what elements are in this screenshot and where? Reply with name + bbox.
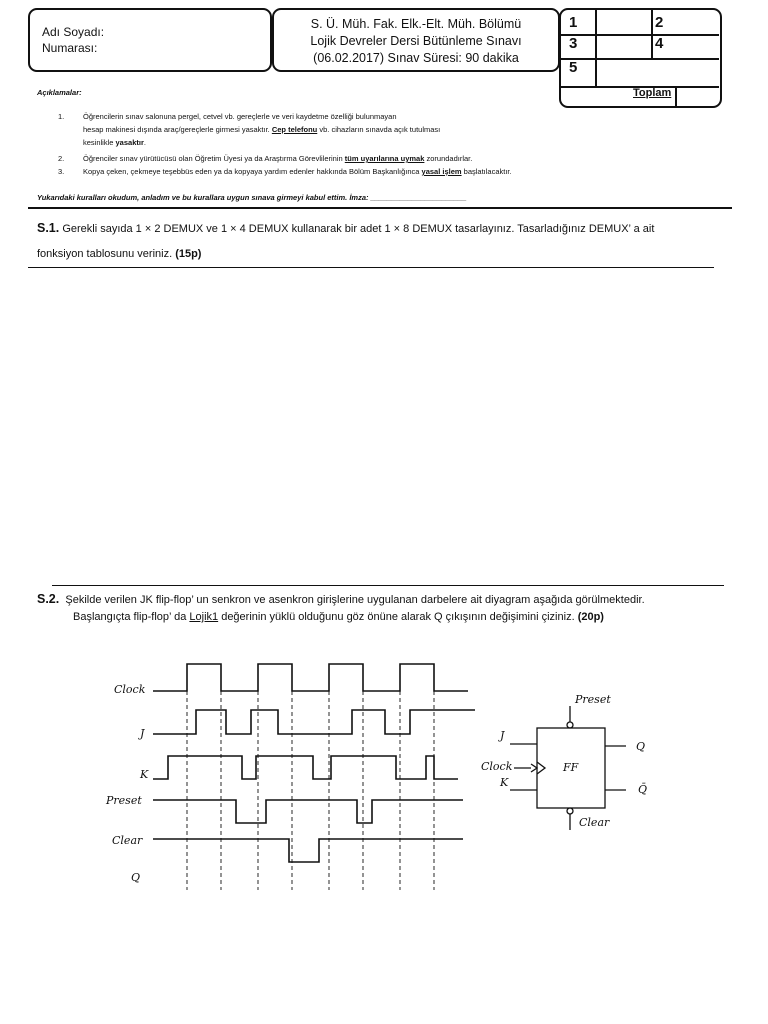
instructions-heading: Açıklamalar: [37,88,82,97]
preset-signal-label: Preset [106,794,142,807]
q2-label: S.2. [37,592,60,606]
agreement-statement: Yukarıdaki kuralları okudum, anladım ve bu kurallara uygun sınava girmeyi kabul ettim. İmza: _______________________ [37,193,467,202]
q1-label: S.1. [37,221,60,235]
preset-waveform [153,800,463,823]
ff-qbar-label: Q̄ [638,783,648,796]
score-cell-2: 2 [655,14,664,31]
k-signal-label: K [140,768,149,781]
clock-signal-label: Clock [114,683,146,696]
k-waveform [153,756,458,779]
q2-points: (20p) [577,611,604,623]
q1-text-line-2: fonksiyon tablosunu veriniz. [37,248,176,260]
j-waveform [153,710,475,734]
ff-clear-label: Clear [579,816,610,829]
total-label: Toplam [633,87,672,99]
instruction-3: 3. Kopya çeken, çekmeye teşebbüs eden ya da kopyaya yardım edenler hakkında Bölüm Başkanlığınca yasal işlem başlatılacaktır. [58,167,512,176]
score-cell-1: 1 [569,14,578,31]
clock-waveform [153,664,468,691]
clear-signal-label: Clear [112,834,143,847]
ff-name-label: FF [563,761,579,774]
title-line-1: S. Ü. Müh. Fak. Elk.-Elt. Müh. Bölümü [310,17,522,31]
clear-waveform [153,839,463,862]
ff-k-label: K [500,776,509,789]
title-line-2: Lojik Devreler Dersi Bütünleme Sınavı [310,34,522,48]
q1-text-line-1: Gerekli sayıda 1 × 2 DEMUX ve 1 × 4 DEMUX kullanarak bir adet 1 × 8 DEMUX tasarlayınız. Tasarladığınız DEMUX’ a ait [62,223,655,235]
q2-logic1: Lojik1 [189,611,219,623]
ff-j-label: J [500,729,505,742]
score-cell-4: 4 [655,35,664,52]
q1-points: (15p) [175,248,202,260]
score-cell-5: 5 [569,59,578,76]
ff-preset-label: Preset [575,693,611,706]
number-label: Numarası: [42,41,98,55]
instruction-1: 1. Öğrencilerin sınav salonuna pergel, cetvel vb. gereçlerle ve veri kaydetme özelliği bulunmayan hesap makinesi dışında araç/gereçlerle girmesi yasaktır. Cep telefonu vb. cihazların sınavda açık tutulması kesinlikle yasaktır. [58,112,441,147]
q-signal-label: Q [131,871,141,884]
j-signal-label: J [140,727,145,740]
name-label: Adı Soyadı: [42,25,105,39]
title-line-3: (06.02.2017) Sınav Süresi: 90 dakika [313,51,519,65]
question-2: S.2. Şekilde verilen JK flip-flop’ un senkron ve asenkron girişlerine uygulanan darbelere ait diyagram aşağıda görülmektedir. Başlangıçta flip-flop’ da Lojik1 değerinin yüklü olduğunu göz önüne alarak Q çıkışının değişimini çiziniz. (20p) [37,592,645,623]
q2-text-line-1: Şekilde verilen JK flip-flop’ un senkron ve asenkron girişlerine uygulanan darbelere ait diyagram aşağıda görülmektedir. [65,594,645,606]
instruction-2: 2. Öğrenciler sınav yürütücüsü olan Öğretim Üyesi ya da Araştırma Görevlilerinin tüm uyarılarına uymak zorundadırlar. [58,154,473,163]
score-cell-3: 3 [569,35,578,52]
ff-q-label: Q [636,740,646,753]
ff-clock-label: Clock [481,760,513,773]
